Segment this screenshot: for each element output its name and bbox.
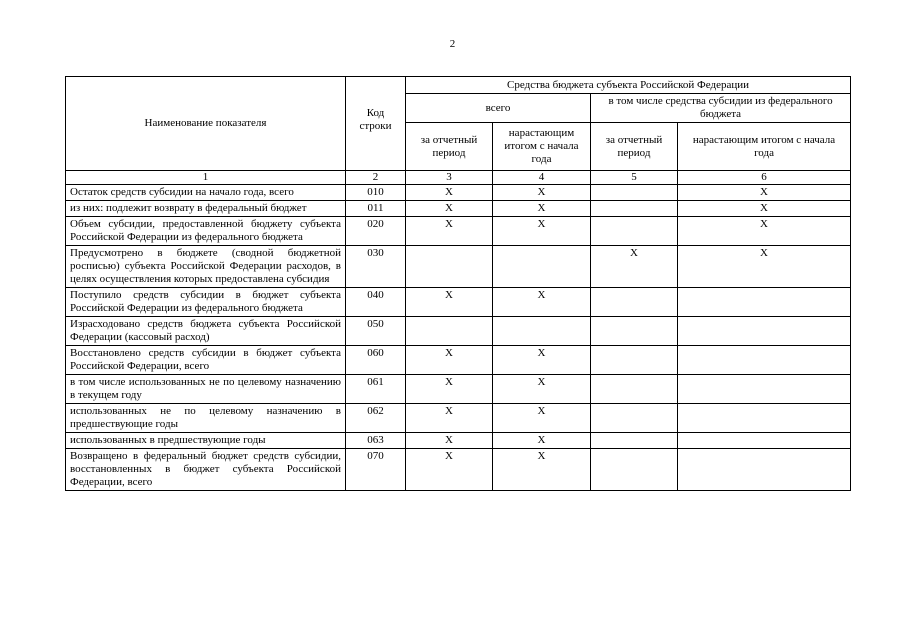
cell-cumulative-total: X: [493, 404, 591, 433]
row-code: 060: [346, 346, 406, 375]
table-row: [66, 346, 851, 375]
cell-subsidy-reporting-period: [591, 449, 678, 491]
cell-subsidy-cumulative-total: X: [678, 217, 851, 246]
cell-cumulative-total: X: [493, 288, 591, 317]
column-number: 4: [493, 171, 591, 185]
table-row: [66, 246, 851, 288]
row-name: Возвращено в федеральный бюджет средств субсидии, восстановленных в бюджет субъекта Российской Федерации, всего: [66, 449, 346, 491]
cell-reporting-period: X: [406, 433, 493, 449]
cell-reporting-period: X: [406, 201, 493, 217]
row-code: 040: [346, 288, 406, 317]
cell-subsidy-reporting-period: [591, 433, 678, 449]
row-code: 050: [346, 317, 406, 346]
row-name: Поступило средств субсидии в бюджет субъекта Российской Федерации из федерального бюджета: [66, 288, 346, 317]
cell-subsidy-reporting-period: [591, 185, 678, 201]
cell-reporting-period: X: [406, 185, 493, 201]
column-number-row: [66, 171, 851, 185]
cell-reporting-period: [406, 246, 493, 288]
table-row: [66, 288, 851, 317]
cell-subsidy-reporting-period: [591, 317, 678, 346]
cell-subsidy-reporting-period: [591, 375, 678, 404]
cell-reporting-period: X: [406, 375, 493, 404]
column-number: 1: [66, 171, 346, 185]
row-code: 020: [346, 217, 406, 246]
row-code: 061: [346, 375, 406, 404]
table-row: [66, 317, 851, 346]
row-name: использованных не по целевому назначению в предшествующие годы: [66, 404, 346, 433]
cell-subsidy-reporting-period: [591, 288, 678, 317]
table-row: [66, 201, 851, 217]
row-code: 062: [346, 404, 406, 433]
cell-cumulative-total: X: [493, 201, 591, 217]
row-name: Остаток средств субсидии на начало года, всего: [66, 185, 346, 201]
cell-cumulative-total: [493, 246, 591, 288]
column-header-code: Код строки: [346, 77, 406, 171]
row-code: 010: [346, 185, 406, 201]
cell-reporting-period: X: [406, 449, 493, 491]
column-number: 6: [678, 171, 851, 185]
column-number: 5: [591, 171, 678, 185]
row-name: Израсходовано средств бюджета субъекта Российской Федерации (кассовый расход): [66, 317, 346, 346]
cell-subsidy-cumulative-total: [678, 375, 851, 404]
row-name: Восстановлено средств субсидии в бюджет субъекта Российской Федерации, всего: [66, 346, 346, 375]
cell-cumulative-total: X: [493, 217, 591, 246]
row-name: в том числе использованных не по целевому назначению в текущем году: [66, 375, 346, 404]
column-header-name: Наименование показателя: [66, 77, 346, 171]
sub-header-cumulative-total: нарастающим итогом с начала года: [493, 123, 591, 171]
cell-cumulative-total: X: [493, 185, 591, 201]
cell-cumulative-total: X: [493, 346, 591, 375]
subsidy-report-table: [65, 76, 851, 491]
cell-cumulative-total: X: [493, 433, 591, 449]
column-number: 2: [346, 171, 406, 185]
sub-header-cumulative-total-subsidy: нарастающим итогом с начала года: [678, 123, 851, 171]
column-number: 3: [406, 171, 493, 185]
table-row: [66, 185, 851, 201]
table-row: [66, 404, 851, 433]
cell-subsidy-cumulative-total: X: [678, 201, 851, 217]
cell-subsidy-reporting-period: [591, 201, 678, 217]
cell-subsidy-cumulative-total: [678, 433, 851, 449]
cell-subsidy-reporting-period: [591, 217, 678, 246]
cell-reporting-period: X: [406, 288, 493, 317]
row-name: из них: подлежит возврату в федеральный бюджет: [66, 201, 346, 217]
cell-cumulative-total: X: [493, 375, 591, 404]
row-code: 063: [346, 433, 406, 449]
cell-cumulative-total: X: [493, 449, 591, 491]
group-header-subject-budget: Средства бюджета субъекта Российской Федерации: [406, 77, 851, 94]
cell-reporting-period: X: [406, 217, 493, 246]
page-number: 2: [449, 38, 456, 50]
table-row: [66, 217, 851, 246]
row-name: Предусмотрено в бюджете (сводной бюджетной росписью) субъекта Российской Федерации расходов, в целях осуществления которых предоставлена субсидия: [66, 246, 346, 288]
cell-subsidy-cumulative-total: X: [678, 246, 851, 288]
row-code: 070: [346, 449, 406, 491]
cell-subsidy-reporting-period: [591, 346, 678, 375]
group-header-federal-subsidy: в том числе средства субсидии из федерального бюджета: [591, 94, 851, 123]
cell-subsidy-reporting-period: X: [591, 246, 678, 288]
sub-header-reporting-period-subsidy: за отчетный период: [591, 123, 678, 171]
cell-reporting-period: [406, 317, 493, 346]
row-name: использованных в предшествующие годы: [66, 433, 346, 449]
row-code: 011: [346, 201, 406, 217]
group-header-total: всего: [406, 94, 591, 123]
table-row: [66, 375, 851, 404]
cell-subsidy-cumulative-total: [678, 346, 851, 375]
cell-subsidy-cumulative-total: [678, 317, 851, 346]
cell-reporting-period: X: [406, 346, 493, 375]
sub-header-reporting-period: за отчетный период: [406, 123, 493, 171]
row-name: Объем субсидии, предоставленной бюджету субъекта Российской Федерации из федерального бюджета: [66, 217, 346, 246]
row-code: 030: [346, 246, 406, 288]
cell-subsidy-cumulative-total: X: [678, 185, 851, 201]
cell-subsidy-reporting-period: [591, 404, 678, 433]
cell-subsidy-cumulative-total: [678, 288, 851, 317]
cell-reporting-period: X: [406, 404, 493, 433]
table-row: [66, 433, 851, 449]
cell-subsidy-cumulative-total: [678, 449, 851, 491]
cell-subsidy-cumulative-total: [678, 404, 851, 433]
table-row: [66, 449, 851, 491]
cell-cumulative-total: [493, 317, 591, 346]
